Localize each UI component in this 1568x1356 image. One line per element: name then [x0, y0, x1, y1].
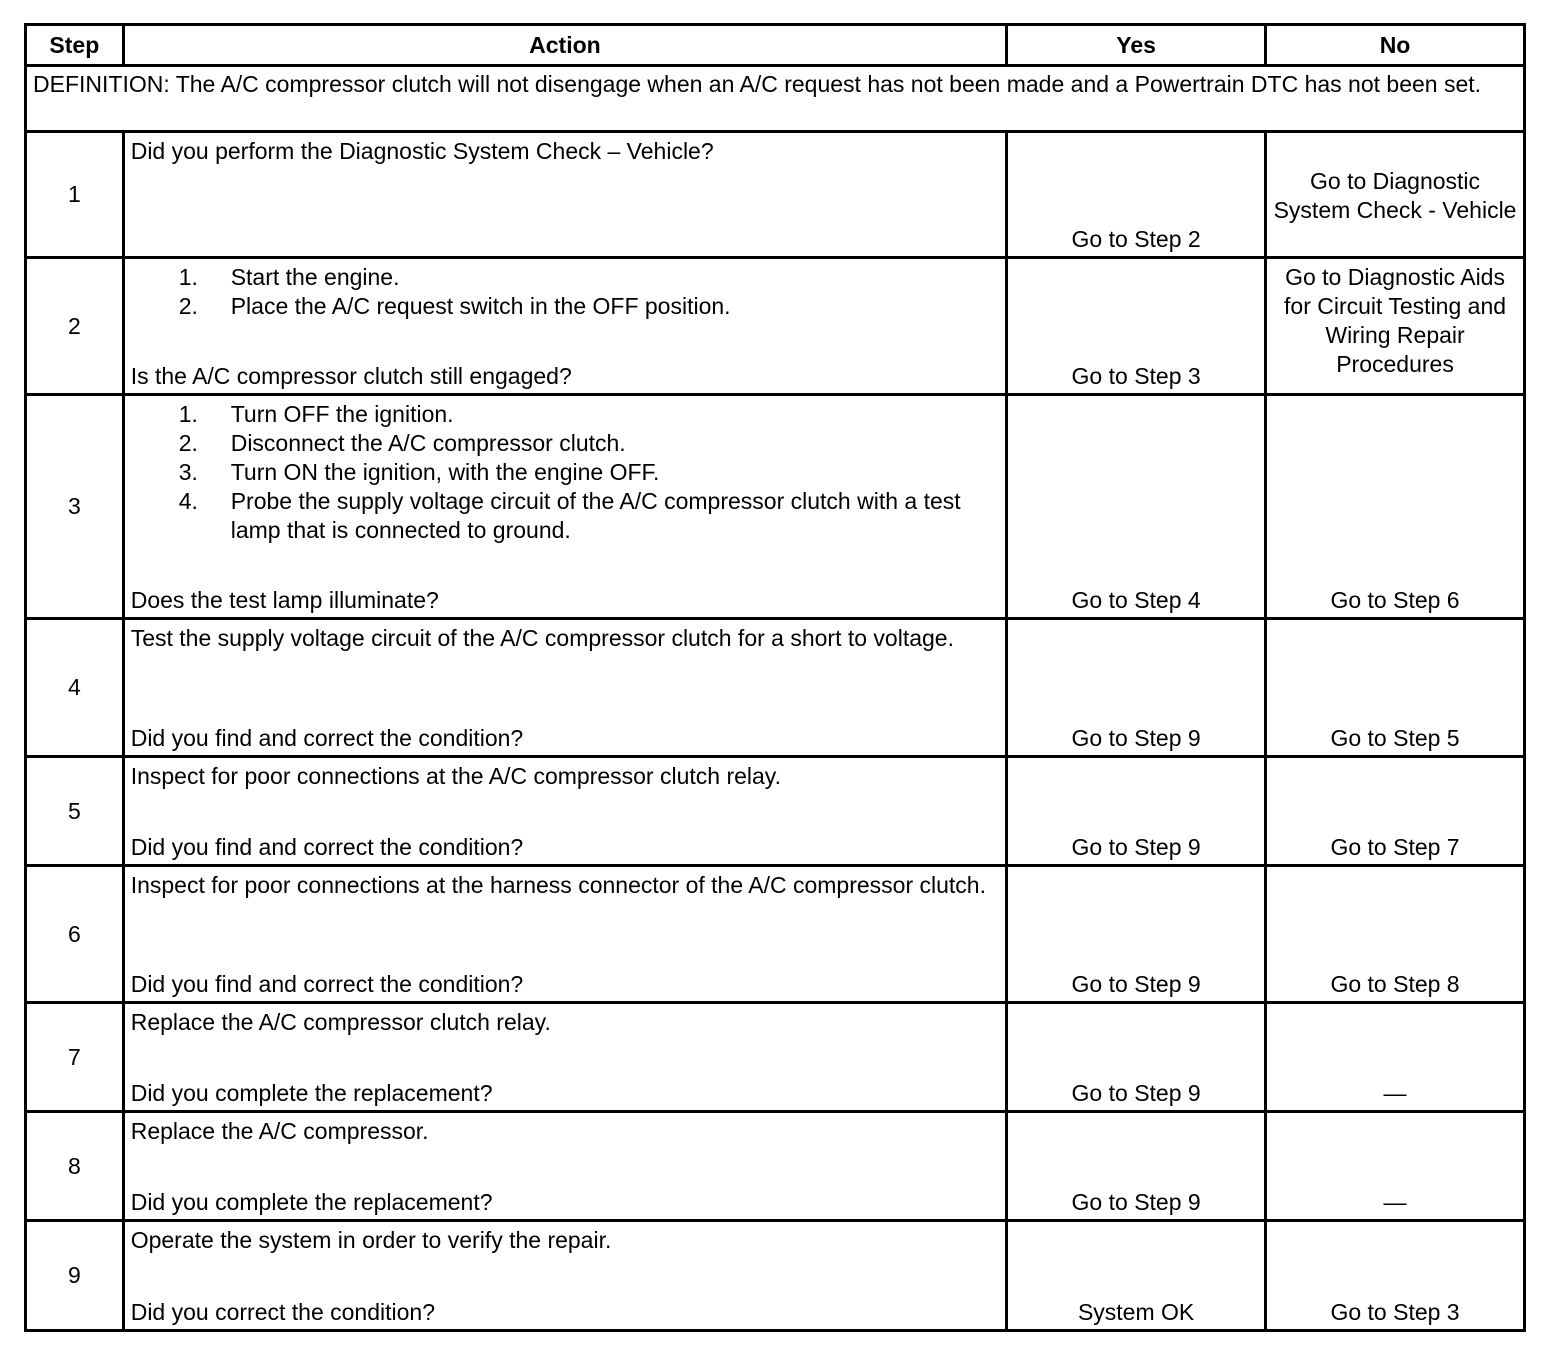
- action-content: [131, 762, 999, 862]
- substep-number: 2.: [178, 293, 198, 319]
- no-outcome: —: [1266, 1003, 1525, 1112]
- action-question: Did you complete the replacement?: [130, 1080, 493, 1106]
- action-cell: [123, 1003, 1006, 1112]
- action-content: [131, 137, 999, 254]
- header-action: Action: [123, 25, 1006, 66]
- substep-number: 2.: [178, 430, 198, 456]
- action-instructions: [131, 1117, 999, 1146]
- action-instructions: [131, 871, 999, 900]
- step-number: 6: [26, 866, 124, 1003]
- no-outcome: —: [1266, 1112, 1525, 1221]
- action-question: Did you find and correct the condition?: [130, 971, 524, 997]
- header-row: [26, 25, 1525, 66]
- yes-outcome: Go to Step 3: [1007, 258, 1266, 395]
- substep-number: 4.: [178, 488, 198, 514]
- table-row: [26, 395, 1525, 619]
- table-row: [26, 1112, 1525, 1221]
- action-cell: [123, 619, 1006, 757]
- action-content: [131, 1226, 999, 1327]
- substep-item: [131, 458, 999, 487]
- yes-outcome: Go to Step 4: [1007, 395, 1266, 619]
- substep-text: Turn OFF the ignition.: [230, 401, 454, 427]
- substep-text: Probe the supply voltage circuit of the A/C compressor clutch with a test lamp that is connected to ground.: [230, 488, 961, 543]
- action-instructions: [131, 263, 999, 321]
- action-content: [131, 624, 999, 753]
- no-outcome: Go to Step 5: [1266, 619, 1525, 757]
- action-content: [131, 1117, 999, 1217]
- substep-item: [131, 487, 999, 545]
- substep-list: [131, 400, 999, 545]
- step-number: 3: [26, 395, 124, 619]
- substep-number: 1.: [178, 264, 198, 290]
- action-text: Inspect for poor connections at the harness connector of the A/C compressor clutch.: [130, 872, 986, 898]
- table-row: [26, 132, 1525, 258]
- substep-text: Disconnect the A/C compressor clutch.: [230, 430, 626, 456]
- action-cell: [123, 132, 1006, 258]
- no-outcome: Go to Step 8: [1266, 866, 1525, 1003]
- action-content: [131, 1008, 999, 1108]
- action-cell: [123, 1112, 1006, 1221]
- substep-number: 1.: [178, 401, 198, 427]
- table-row: [26, 1003, 1525, 1112]
- action-cell: [123, 258, 1006, 395]
- action-cell: [123, 395, 1006, 619]
- step-number: 7: [26, 1003, 124, 1112]
- action-question: Did you find and correct the condition?: [130, 834, 524, 860]
- yes-outcome: Go to Step 2: [1007, 132, 1266, 258]
- action-instructions: [131, 400, 999, 545]
- table-row: [26, 1221, 1525, 1331]
- action-text: Replace the A/C compressor clutch relay.: [130, 1009, 551, 1035]
- yes-outcome: Go to Step 9: [1007, 757, 1266, 866]
- step-number: 1: [26, 132, 124, 258]
- step-number: 5: [26, 757, 124, 866]
- action-instructions: [131, 137, 999, 166]
- table-row: [26, 619, 1525, 757]
- header-step: Step: [26, 25, 124, 66]
- action-cell: [123, 757, 1006, 866]
- action-instructions: [131, 762, 999, 791]
- yes-outcome: Go to Step 9: [1007, 1112, 1266, 1221]
- action-instructions: [131, 1226, 999, 1255]
- action-question: Did you find and correct the condition?: [130, 725, 524, 751]
- action-cell: [123, 1221, 1006, 1331]
- no-outcome: Go to Step 7: [1266, 757, 1525, 866]
- action-text: Did you perform the Diagnostic System Check – Vehicle?: [130, 138, 714, 164]
- substep-item: [131, 263, 999, 292]
- no-outcome: Go to Step 3: [1266, 1221, 1525, 1331]
- action-instructions: [131, 1008, 999, 1037]
- no-outcome: Go to Diagnostic Aids for Circuit Testing and Wiring Repair Procedures: [1266, 258, 1525, 395]
- yes-outcome: Go to Step 9: [1007, 866, 1266, 1003]
- yes-outcome: System OK: [1007, 1221, 1266, 1331]
- action-question: Did you correct the condition?: [130, 1299, 435, 1325]
- action-question: Does the test lamp illuminate?: [130, 587, 439, 613]
- substep-item: [131, 429, 999, 458]
- action-content: [131, 263, 999, 391]
- header-no: No: [1266, 25, 1525, 66]
- action-cell: [123, 866, 1006, 1003]
- diagnostic-document: [24, 23, 1526, 1332]
- step-number: 8: [26, 1112, 124, 1221]
- substep-text: Turn ON the ignition, with the engine OFF.: [230, 459, 660, 485]
- definition-text: DEFINITION: The A/C compressor clutch will not disengage when an A/C request has not been made and a Powertrain DTC has not been set.: [26, 66, 1525, 132]
- substep-item: [131, 292, 999, 321]
- substep-number: 3.: [178, 459, 198, 485]
- table-row: [26, 866, 1525, 1003]
- action-content: [131, 400, 999, 615]
- substep-list: [131, 263, 999, 321]
- no-outcome: Go to Step 6: [1266, 395, 1525, 619]
- table-row: [26, 757, 1525, 866]
- action-question: Did you complete the replacement?: [130, 1189, 493, 1215]
- step-number: 4: [26, 619, 124, 757]
- action-text: Inspect for poor connections at the A/C compressor clutch relay.: [130, 763, 781, 789]
- substep-item: [131, 400, 999, 429]
- substep-text: Start the engine.: [230, 264, 400, 290]
- yes-outcome: Go to Step 9: [1007, 1003, 1266, 1112]
- no-outcome: Go to Diagnostic System Check - Vehicle: [1266, 132, 1525, 258]
- action-text: Replace the A/C compressor.: [130, 1118, 429, 1144]
- step-number: 2: [26, 258, 124, 395]
- header-yes: Yes: [1007, 25, 1266, 66]
- action-question: Is the A/C compressor clutch still engaged?: [130, 363, 572, 389]
- substep-text: Place the A/C request switch in the OFF position.: [230, 293, 731, 319]
- action-content: [131, 871, 999, 999]
- step-number: 9: [26, 1221, 124, 1331]
- action-text: Test the supply voltage circuit of the A/C compressor clutch for a short to voltage.: [130, 625, 954, 651]
- definition-row: [26, 66, 1525, 132]
- table-row: [26, 258, 1525, 395]
- diagnostic-table: [24, 23, 1526, 1332]
- action-instructions: [131, 624, 999, 653]
- yes-outcome: Go to Step 9: [1007, 619, 1266, 757]
- action-text: Operate the system in order to verify the repair.: [130, 1227, 612, 1253]
